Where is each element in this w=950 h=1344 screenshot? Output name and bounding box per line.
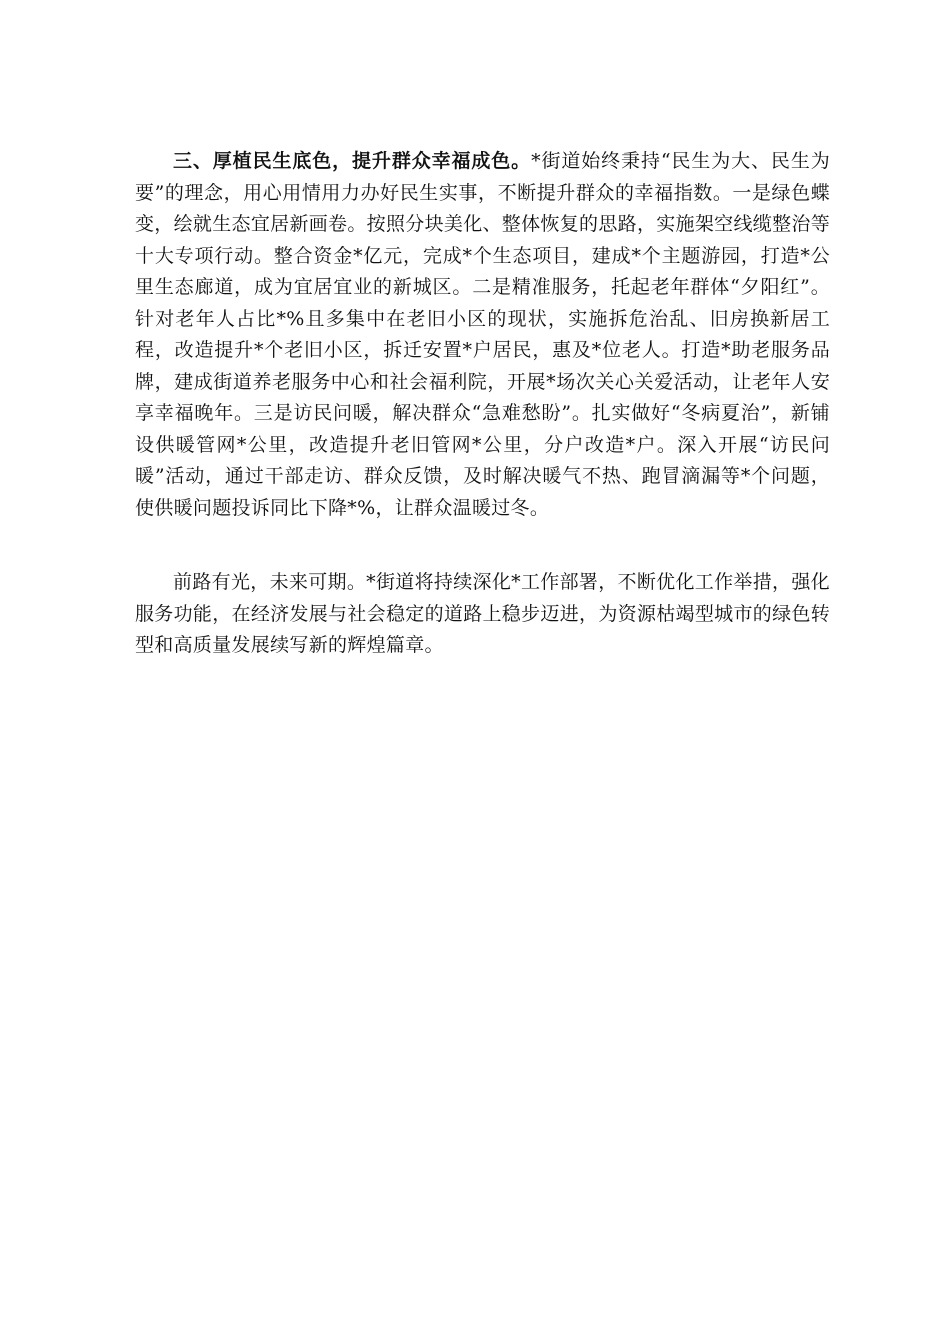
paragraph-text: 前路有光，未来可期。*街道将持续深化*工作部署，不断优化工作举措，强化服务功能，在经济发展与社会稳定的道路上稳步迈进，为资源枯竭型城市的绿色转型和高质量发展续写新的辉煌篇章。 bbox=[135, 571, 830, 656]
paragraph-livelihood bbox=[135, 146, 830, 524]
document-body bbox=[135, 146, 830, 662]
paragraph-conclusion bbox=[135, 567, 830, 662]
paragraph-text: *街道始终秉持“民生为大、民生为要”的理念，用心用情用力办好民生实事，不断提升群众的幸福指数。一是绿色蝶变，绘就生态宜居新画卷。按照分块美化、整体恢复的思路，实施架空线缆整治等十大专项行动。整合资金*亿元，完成*个生态项目，建成*个主题游园，打造*公里生态廊道，成为宜居宜业的新城区。二是精准服务，托起老年群体“夕阳红”。针对老年人占比*%且多集中在老旧小区的现状，实施拆危治乱、旧房换新居工程，改造提升*个老旧小区，拆迁安置*户居民，惠及*位老人。打造*助老服务品牌，建成街道养老服务中心和社会福利院，开展*场次关心关爱活动，让老年人安享幸福晚年。三是访民问暖，解决群众“急难愁盼”。扎实做好“冬病夏治”，新铺设供暖管网*公里，改造提升老旧管网*公里，分户改造*户。深入开展“访民问暖”活动，通过干部走访、群众反馈，及时解决暖气不热、跑冒滴漏等*个问题，使供暖问题投诉同比下降*%，让群众温暖过冬。 bbox=[135, 150, 831, 519]
paragraph-heading: 三、厚植民生底色，提升群众幸福成色。 bbox=[173, 150, 532, 172]
